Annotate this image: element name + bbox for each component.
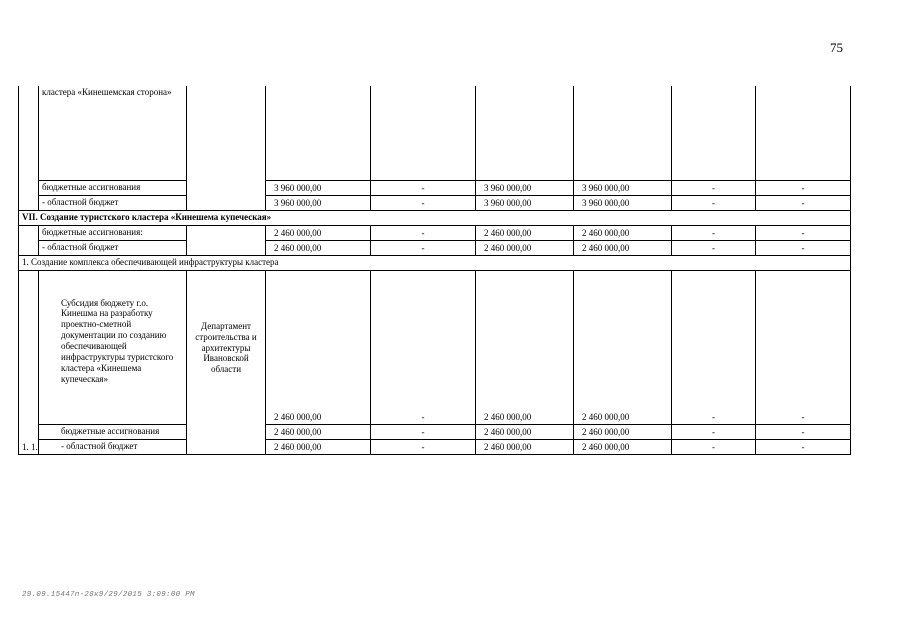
subsection-row: [19, 255, 851, 270]
table-row: бюджетные ассигнования 2 460 000,00 - 2 460 000,00 2 460 000,00 - -: [19, 424, 851, 439]
page-number: 75: [830, 40, 843, 55]
table-row: 1. 1. Субсидия бюджету г.о. Кинешма на разработку проектно-сметной документации по созданию обеспечивающей инфраструктуры туристского кластера «Кинешема купеческая» Департамент строительства и архитектуры Ивановской области 2 460 000,00 - 2 460 000,00 2 460 000,00 - -: [19, 270, 851, 424]
row-label: бюджетные ассигнования:: [39, 225, 187, 240]
row-label: - областной бюджет: [39, 240, 187, 255]
department-name: Департамент строительства и архитектуры Ивановской области: [195, 320, 257, 375]
section-title: VII. Создание туристского кластера «Кинешема купеческая»: [19, 210, 851, 225]
table-row: - областной бюджет 2 460 000,00 - 2 460 000,00 2 460 000,00 - -: [19, 439, 851, 454]
item-name: Субсидия бюджету г.о. Кинешма на разработку проектно-сметной документации по созданию обеспечивающей инфраструктуры туристского кластера «Кинешема купеческая»: [39, 270, 187, 424]
table-row: - областной бюджет 3 960 000,00 - 3 960 000,00 3 960 000,00 - -: [19, 195, 851, 210]
item-index: 1. 1.: [19, 270, 39, 454]
subsection-title: 1. Создание комплекса обеспечивающей инфраструктуры кластера: [19, 255, 851, 270]
table-row: [19, 86, 851, 180]
row-label: бюджетные ассигнования: [39, 180, 187, 195]
table-row: бюджетные ассигнования 3 960 000,00 - 3 960 000,00 3 960 000,00 - -: [19, 180, 851, 195]
table-row: бюджетные ассигнования: 2 460 000,00 - 2 460 000,00 2 460 000,00 - -: [19, 225, 851, 240]
row-label: бюджетные ассигнования: [39, 424, 187, 439]
budget-table: [18, 86, 851, 455]
department-cell: [187, 270, 266, 454]
row-label: - областной бюджет: [39, 439, 187, 454]
program-name-cell: кластера «Кинешемская сторона»: [39, 86, 187, 180]
section-row: [19, 210, 851, 225]
row-label: - областной бюджет: [39, 195, 187, 210]
table-row: - областной бюджет 2 460 000,00 - 2 460 000,00 2 460 000,00 - -: [19, 240, 851, 255]
document-footer: 29.09.15447п-28к9/29/2015 3:09:00 PM: [22, 591, 195, 599]
